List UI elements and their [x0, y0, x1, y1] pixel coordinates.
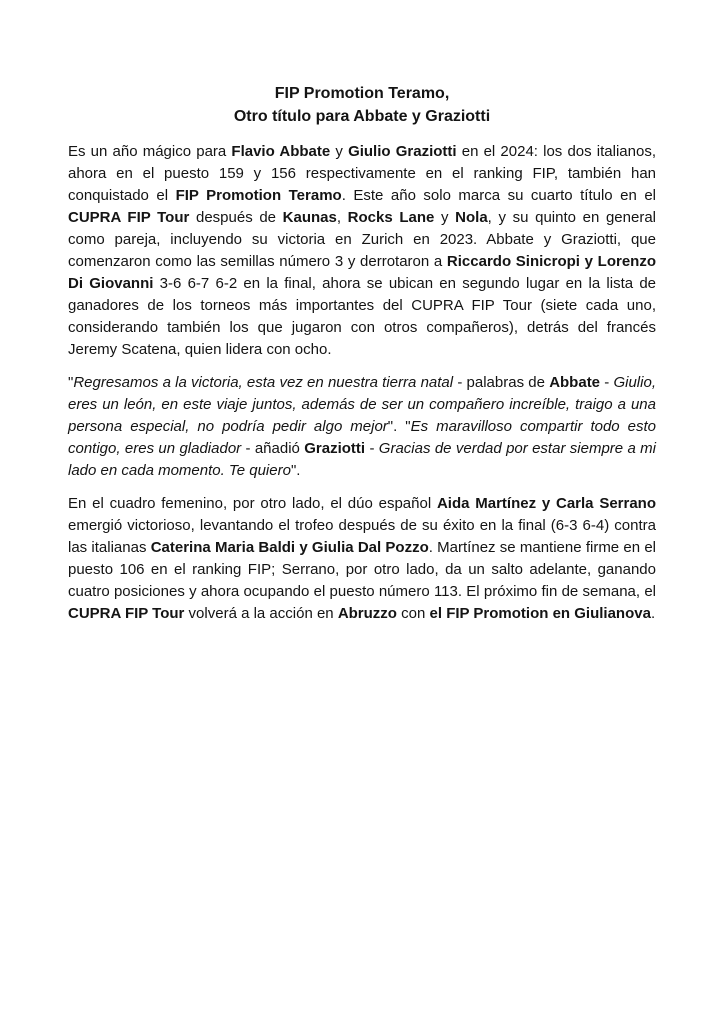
document-title — [68, 82, 656, 128]
text-run: 3-6 6-7 6-2 en la final, ahora se ubican en segundo lugar en la lista de ganadores de los torneos más importantes del CUPRA FIP Tour (siete cada uno, considerando también los que jugaron con otros compañeros), detrás del francés Jeremy Scatena, quien lidera con ocho. — [68, 275, 657, 358]
text-run: Riccardo Sinicropi y Lorenzo Di Giovanni — [68, 253, 656, 292]
paragraph — [68, 372, 656, 482]
text-run: Rocks Lane — [347, 209, 435, 226]
text-run: Caterina Maria Baldi y Giulia Dal Pozzo — [150, 539, 429, 556]
text-run: y — [434, 209, 456, 226]
text-run: - — [600, 374, 614, 391]
text-run: Regresamos a la victoria, esta vez en nuestra tierra natal — [73, 374, 454, 391]
text-run: en el 2024: los dos italianos, ahora en el puesto 159 y 156 respectivamente en el ranking FIP, también han conquistado el — [68, 143, 657, 204]
text-run: Giulio, eres un león, en este viaje juntos, además de ser un compañero increíble, traigo a una persona especial, no podría pedir algo mejor — [68, 374, 656, 435]
text-run: - — [365, 440, 379, 457]
text-run: . — [650, 605, 656, 622]
text-run: Aida Martínez y Carla Serrano — [436, 495, 657, 512]
text-run: Giulio Graziotti — [348, 143, 457, 160]
paragraph — [68, 141, 656, 361]
text-run: Abruzzo — [337, 605, 397, 622]
text-run: Flavio Abbate — [231, 143, 331, 160]
text-run: CUPRA FIP Tour — [68, 605, 185, 622]
text-run: ". — [290, 462, 301, 479]
text-run: - palabras de — [453, 374, 550, 391]
text-run: , — [336, 209, 348, 226]
text-run: emergió victorioso, levantando el trofeo después de su éxito en la final (6-3 6-4) contra las italianas — [68, 517, 656, 556]
text-run: En el cuadro femenino, por otro lado, el dúo español — [68, 495, 437, 512]
title-line-2: Otro título para Abbate y Graziotti — [233, 108, 491, 125]
text-run: volverá a la acción en — [184, 605, 338, 622]
text-run: , y su quinto en general como pareja, incluyendo su victoria en Zurich en 2023. Abbate y Graziotti, que comenzaron como las semillas número 3 y derrotaron a — [68, 209, 656, 270]
text-run: " — [68, 374, 74, 391]
text-run: y — [330, 143, 349, 160]
paragraph — [68, 493, 656, 625]
text-run: . Martínez se mantiene firme en el puesto 106 en el ranking FIP; Serrano, por otro lado, da un salto adelante, ganando cuatro posiciones y ahora ocupando el puesto número 113. El próximo fin de semana, el — [68, 539, 657, 600]
text-run: después de — [189, 209, 283, 226]
text-run: . Este año solo marca su cuarto título en el — [341, 187, 656, 204]
text-run: Kaunas — [282, 209, 337, 226]
text-run: FIP Promotion Teramo — [175, 187, 342, 204]
text-run: CUPRA FIP Tour — [68, 209, 190, 226]
text-run: el FIP Promotion en Giulianova — [429, 605, 651, 622]
text-run: con — [396, 605, 430, 622]
text-run: Gracias de verdad por estar siempre a mi lado en cada momento. Te quiero — [68, 440, 656, 479]
article-body — [68, 141, 656, 625]
text-run: Abbate — [549, 374, 601, 391]
text-run: ". " — [387, 418, 411, 435]
text-run: Es un año mágico para — [68, 143, 232, 160]
text-run: Nola — [455, 209, 488, 226]
title-line-1: FIP Promotion Teramo, — [274, 85, 450, 102]
text-run: Graziotti — [304, 440, 366, 457]
text-run: Es maravilloso compartir todo esto contigo, eres un gladiador — [68, 418, 656, 457]
text-run: - añadió — [241, 440, 305, 457]
